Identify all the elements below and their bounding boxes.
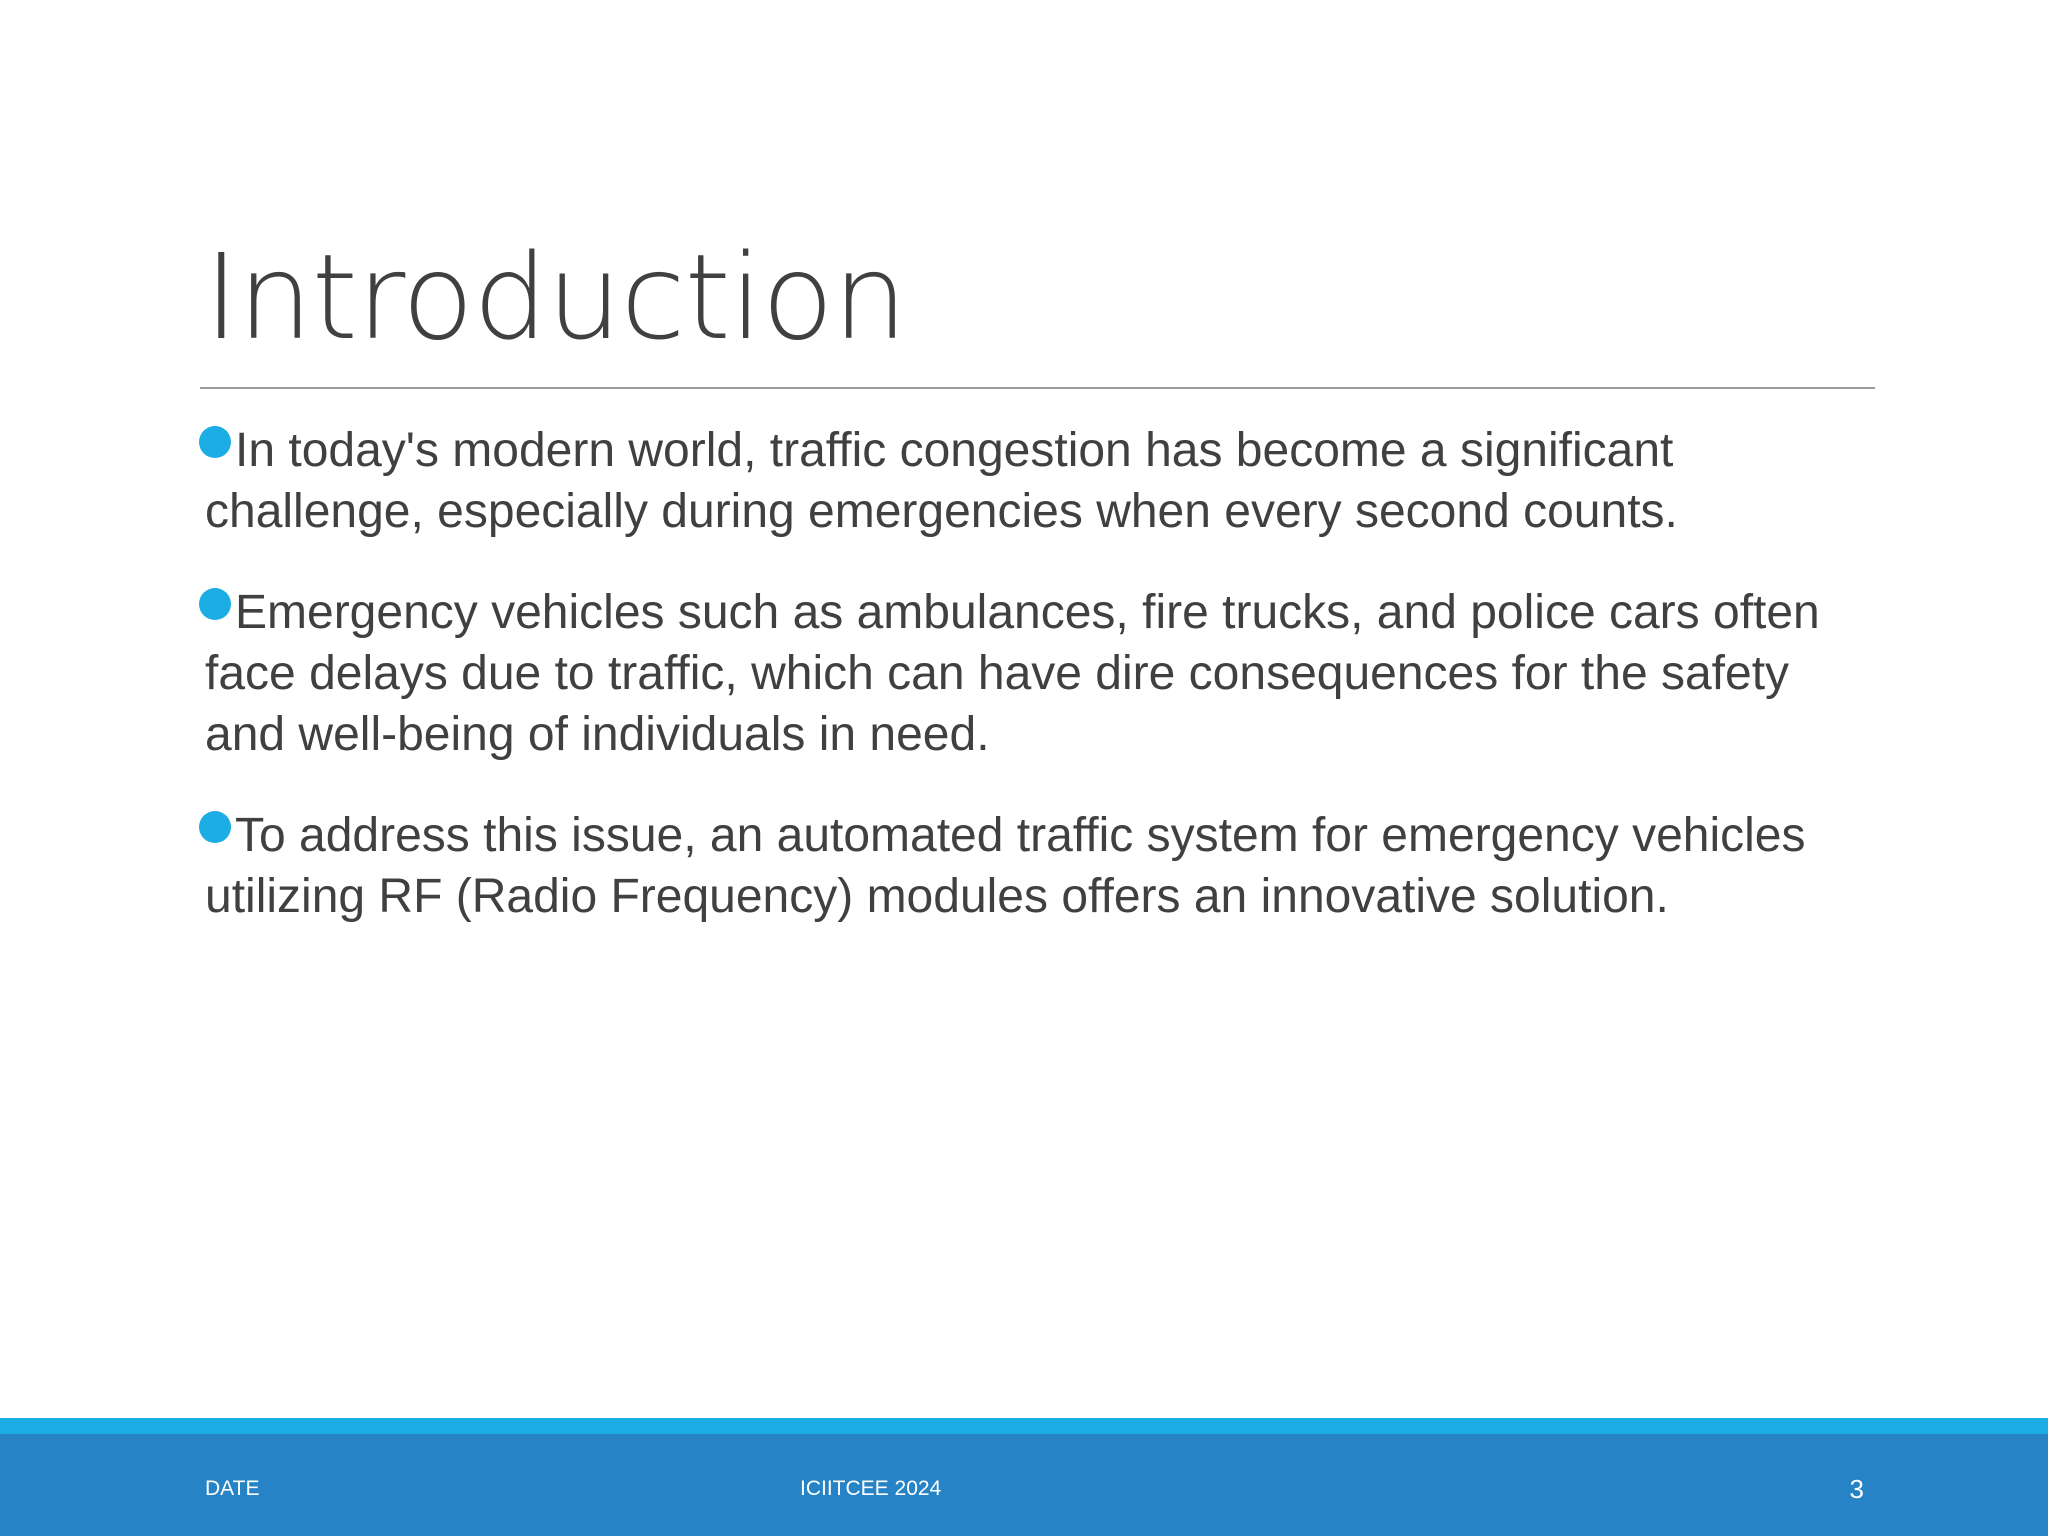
slide-title: Introduction (204, 228, 907, 366)
bullet-dot-icon (199, 588, 231, 620)
bullet-text: In today's modern world, traffic congestion has become a significant challenge, especially during emergencies when every second counts. (205, 424, 1678, 538)
footer-bar (0, 1434, 2048, 1536)
title-divider (200, 387, 1875, 389)
bullet-item (190, 420, 1880, 542)
bullet-text: Emergency vehicles such as ambulances, fire trucks, and police cars often face delays due to traffic, which can have dire consequences for the safety and well-being of individuals in need. (205, 586, 1820, 761)
bullet-item (190, 805, 1880, 927)
footer-date: DATE (205, 1477, 260, 1500)
bullet-dot-icon (199, 811, 231, 843)
footer-event-name: ICIITCEE 2024 (800, 1477, 942, 1500)
bullet-dot-icon (199, 426, 231, 458)
bullet-text: To address this issue, an automated traffic system for emergency vehicles utilizing RF (Radio Frequency) modules offers an innovative solution. (205, 809, 1806, 923)
footer-accent-strip (0, 1418, 2048, 1434)
bullet-item (190, 582, 1880, 765)
slide-number: 3 (1849, 1474, 1864, 1504)
bullet-list (190, 420, 1880, 967)
